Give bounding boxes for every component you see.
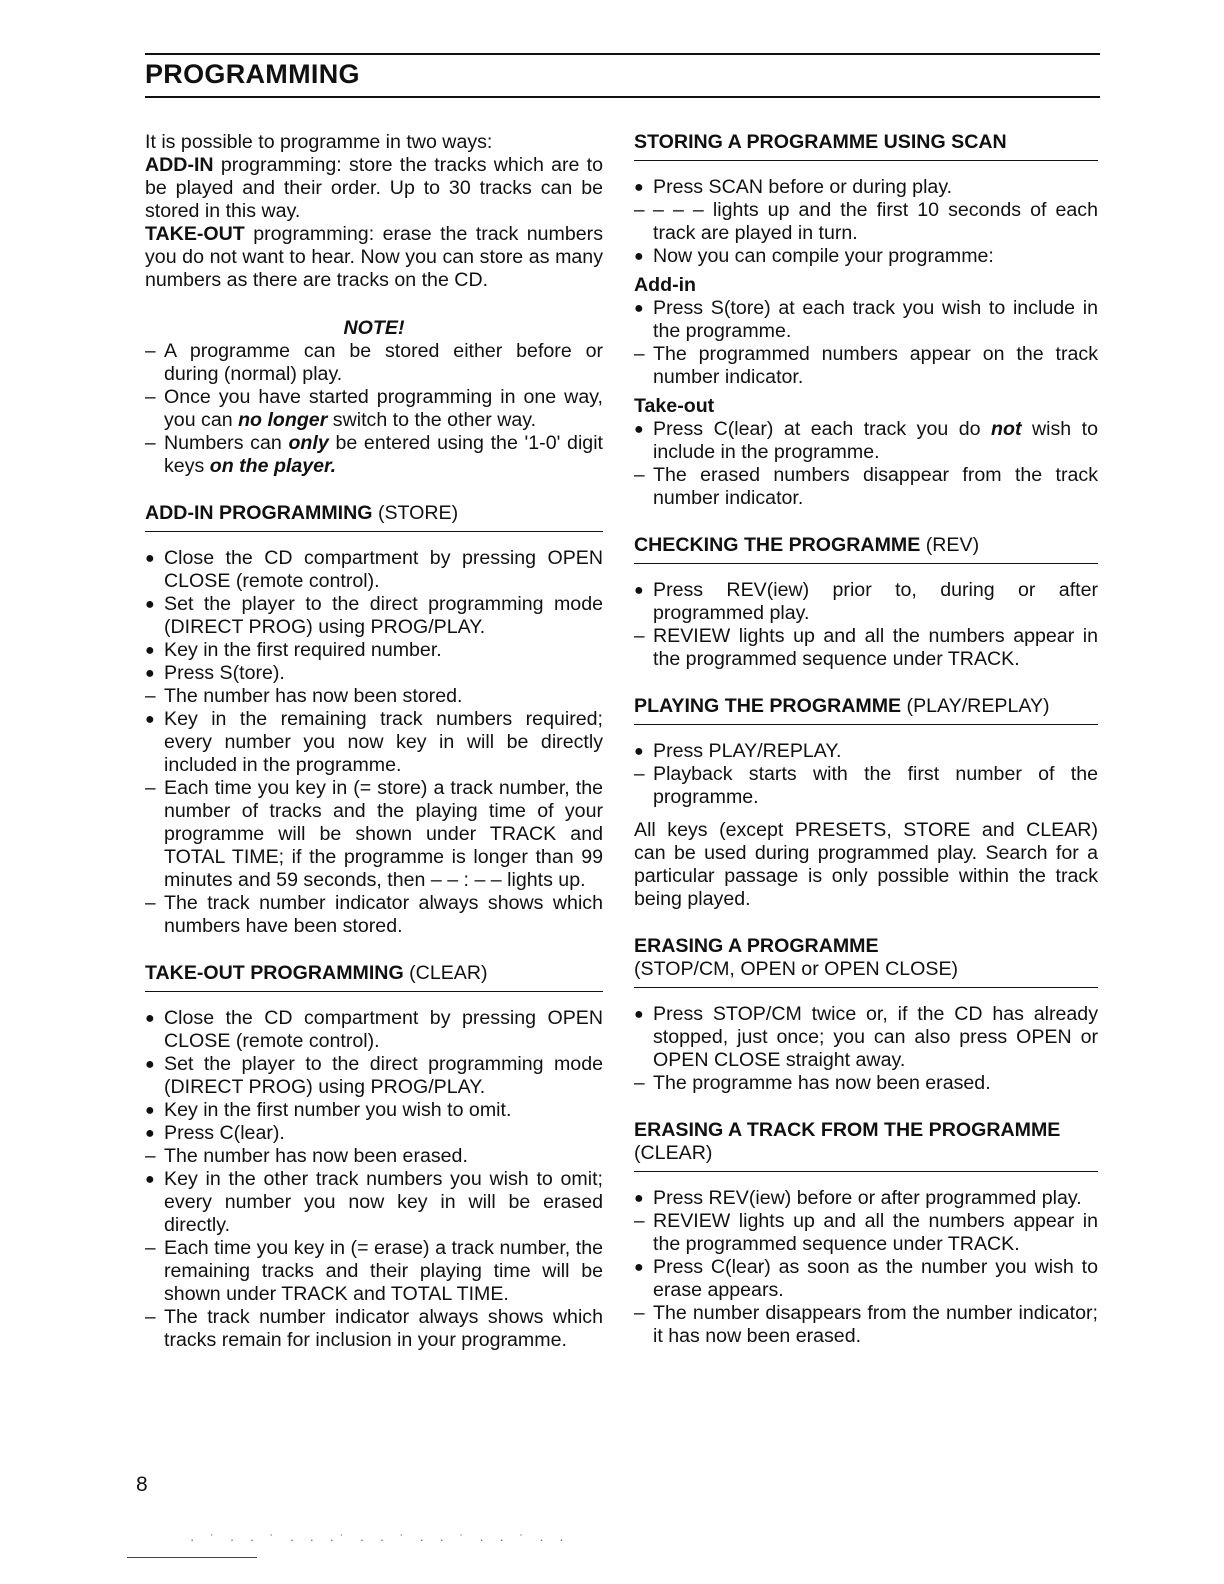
bullet-icon: ●: [145, 665, 155, 682]
heading-text: ERASING A PROGRAMME: [634, 935, 879, 957]
heading-text: CHECKING THE PROGRAMME: [634, 534, 921, 556]
item-emphasis: not: [991, 418, 1022, 440]
list-item: [634, 1302, 1098, 1348]
section-heading-addin: [145, 502, 603, 532]
dash-marker: –: [145, 341, 156, 362]
item-text: The number disappears from the number indicator; it has now been erased.: [653, 1302, 1098, 1347]
dash-marker: –: [634, 344, 645, 365]
page-title: PROGRAMMING: [145, 59, 360, 89]
item-text: wish to include in the programme.: [653, 418, 1098, 463]
scan-steps: [634, 176, 1098, 268]
bullet-icon: ●: [145, 1125, 155, 1142]
bullet-icon: ●: [634, 1259, 644, 1276]
title-rule: [145, 96, 1100, 98]
list-item: [634, 1256, 1098, 1302]
bullet-icon: ●: [145, 596, 155, 613]
note-item: [145, 432, 603, 478]
takeout-subheading: Take-out: [634, 395, 715, 417]
bullet-icon: ●: [145, 1010, 155, 1027]
item-text: Key in the remaining track numbers required; every number you now key in will be directly included in the programme.: [164, 708, 603, 776]
item-text: The programmed numbers appear on the track number indicator.: [653, 343, 1098, 388]
item-text: Press REV(iew) prior to, during or after programmed play.: [653, 579, 1098, 624]
list-item: [145, 777, 603, 892]
list-item: [634, 579, 1098, 625]
item-text: Set the player to the direct programming mode (DIRECT PROG) using PROG/PLAY.: [164, 1053, 603, 1098]
erase-steps: [634, 1003, 1098, 1095]
takeout-label: TAKE-OUT: [145, 223, 245, 245]
heading-tag: (REV): [925, 534, 980, 556]
list-item: [145, 708, 603, 777]
section-heading-scan: [634, 131, 1098, 161]
list-item: [145, 1007, 603, 1053]
bullet-icon: ●: [145, 1056, 155, 1073]
section-heading-check: [634, 534, 1098, 564]
item-text: Key in the first number you wish to omit.: [164, 1099, 512, 1121]
section-heading-play: [634, 695, 1098, 725]
note-emphasis: only: [288, 432, 329, 454]
item-text: The number has now been stored.: [164, 685, 463, 707]
item-text: Each time you key in (= erase) a track number, the remaining tracks and their playing time will be shown under TRACK and TOTAL TIME.: [164, 1237, 603, 1305]
bullet-icon: ●: [634, 300, 644, 317]
addin-subheading: Add-in: [634, 274, 697, 296]
list-item: [634, 245, 1098, 268]
addin-steps: [145, 547, 603, 938]
list-item: [145, 1237, 603, 1306]
addin-description: [145, 154, 603, 223]
list-item: [634, 763, 1098, 809]
list-item: [634, 1072, 1098, 1095]
section-heading-erase-track: [634, 1119, 1098, 1172]
item-text: The erased numbers disappear from the track number indicator.: [653, 464, 1098, 509]
note-item: [145, 386, 603, 432]
note-emphasis: on the player.: [209, 455, 337, 477]
item-text: Each time you key in (= store) a track number, the number of tracks and the playing time of your programme will be shown under TRACK and TOTAL TIME; if the programme is longer than 99 minutes and 59 seconds, then – – : – – lights up.: [164, 777, 603, 891]
note-text: switch to the other way.: [327, 409, 537, 431]
list-item: [145, 639, 603, 662]
list-item: [634, 297, 1098, 343]
list-item: [634, 464, 1098, 510]
dash-marker: –: [634, 1073, 645, 1094]
scan-speckle: · ˙ · · ˙ · · ·˙ · · ˙ · · ˙ · · ˙ · ·: [190, 1532, 570, 1547]
dash-marker: –: [145, 893, 156, 914]
list-item: [634, 418, 1098, 464]
item-text: Press C(lear) at each track you do: [653, 418, 992, 440]
dash-marker: –: [145, 778, 156, 799]
item-text: Key in the other track numbers you wish to omit; every number you now key in will be erased directly.: [164, 1168, 603, 1236]
list-item: [145, 1122, 603, 1145]
item-text: Close the CD compartment by pressing OPEN CLOSE (remote control).: [164, 1007, 603, 1052]
takeout-text: programming: erase the track numbers you do not want to hear. Now you can store as many numbers as there are tracks on the CD.: [145, 223, 603, 291]
list-item: [634, 1210, 1098, 1256]
item-text: The programme has now been erased.: [653, 1072, 991, 1094]
bullet-icon: ●: [634, 743, 644, 760]
item-text: Playback starts with the first number of the programme.: [653, 763, 1098, 808]
list-item: [145, 593, 603, 639]
heading-text: ERASING A TRACK FROM THE PROGRAMME: [634, 1119, 1061, 1141]
dash-marker: –: [145, 387, 156, 408]
item-text: – – – lights up and the first 10 seconds of each track are played in turn.: [653, 199, 1098, 244]
bullet-icon: ●: [145, 642, 155, 659]
heading-text: ADD-IN PROGRAMMING: [145, 502, 373, 524]
bullet-icon: ●: [634, 248, 644, 265]
note-list: [145, 340, 603, 478]
list-item: [145, 1053, 603, 1099]
heading-tag: (CLEAR): [634, 1142, 713, 1164]
note-emphasis: no longer: [238, 409, 328, 431]
list-item: [145, 1168, 603, 1237]
bullet-icon: ●: [634, 179, 644, 196]
item-text: The number has now been erased.: [164, 1145, 468, 1167]
item-text: The track number indicator always shows which tracks remain for inclusion in your programme.: [164, 1306, 603, 1351]
takeout-description: [145, 223, 603, 292]
item-text: Press STOP/CM twice or, if the CD has already stopped, just once; you can also press OPEN or OPEN CLOSE straight away.: [653, 1003, 1098, 1071]
right-column: [634, 131, 1098, 1348]
note-item: [145, 340, 603, 386]
left-column: [145, 131, 603, 1352]
list-item: [145, 1099, 603, 1122]
list-item: [145, 547, 603, 593]
item-text: Press S(tore) at each track you wish to include in the programme.: [653, 297, 1098, 342]
bullet-icon: ●: [145, 1171, 155, 1188]
list-item: [634, 176, 1098, 199]
addin-text: programming: store the tracks which are to be played and their order. Up to 30 tracks can be stored in this way.: [145, 154, 603, 222]
dash-marker: –: [634, 626, 645, 647]
intro-text: It is possible to programme in two ways:: [145, 131, 493, 153]
section-heading-takeout: [145, 962, 603, 992]
list-item: [145, 1145, 603, 1168]
note-text: be entered using the '1-0' digit keys: [164, 432, 603, 477]
note-text: A programme can be stored either before or during (normal) play.: [164, 340, 603, 385]
addin-label: ADD-IN: [145, 154, 214, 176]
dash-marker: –: [145, 1146, 156, 1167]
note-text: Once you have started programming in one way, you can: [164, 386, 603, 431]
play-paragraph: All keys (except PRESETS, STORE and CLEAR) can be used during programmed play. Search for a particular passage is only possible within the track being played.: [634, 819, 1098, 910]
bullet-icon: ●: [634, 1006, 644, 1023]
heading-text: PLAYING THE PROGRAMME: [634, 695, 902, 717]
heading-tag: (STORE): [377, 502, 459, 524]
heading-text: STORING A PROGRAMME USING SCAN: [634, 131, 1007, 153]
scan-addin-steps: [634, 297, 1098, 389]
dash-marker: –: [145, 686, 156, 707]
scan-takeout-steps: [634, 418, 1098, 510]
dash-marker: –: [634, 465, 645, 486]
dash-marker: –: [634, 200, 645, 221]
list-item: [634, 1187, 1098, 1210]
section-heading-erase: [634, 935, 1098, 988]
takeout-steps: [145, 1007, 603, 1352]
bullet-icon: ●: [145, 550, 155, 567]
list-item: [145, 662, 603, 685]
list-item: [634, 1003, 1098, 1072]
bullet-icon: ●: [634, 582, 644, 599]
note-text: Numbers can: [164, 432, 289, 454]
item-text: REVIEW lights up and all the numbers appear in the programmed sequence under TRACK.: [653, 1210, 1098, 1255]
list-item: [145, 685, 603, 708]
heading-tag: (PLAY/REPLAY): [906, 695, 1050, 717]
note-title: NOTE!: [343, 317, 405, 339]
bullet-icon: ●: [634, 421, 644, 438]
dash-marker: –: [145, 1307, 156, 1328]
list-item: [634, 199, 1098, 245]
item-text: Press S(tore).: [164, 662, 285, 684]
list-item: [634, 625, 1098, 671]
dash-marker: –: [145, 1238, 156, 1259]
list-item: [634, 343, 1098, 389]
item-text: Set the player to the direct programming mode (DIRECT PROG) using PROG/PLAY.: [164, 593, 603, 638]
list-item: [145, 892, 603, 938]
top-rule: [145, 53, 1100, 55]
item-text: Press REV(iew) before or after programmed play.: [653, 1187, 1082, 1209]
check-steps: [634, 579, 1098, 671]
bullet-icon: ●: [145, 711, 155, 728]
dash-marker: –: [145, 433, 156, 454]
item-text: Press SCAN before or during play.: [653, 176, 953, 198]
bullet-icon: ●: [145, 1102, 155, 1119]
list-item: [145, 1306, 603, 1352]
item-text: Key in the first required number.: [164, 639, 442, 661]
heading-tag: (STOP/CM, OPEN or OPEN CLOSE): [634, 958, 959, 980]
item-text: The track number indicator always shows which numbers have been stored.: [164, 892, 603, 937]
dash-marker: –: [634, 1211, 645, 1232]
item-text: Close the CD compartment by pressing OPEN CLOSE (remote control).: [164, 547, 603, 592]
item-text: Now you can compile your programme:: [653, 245, 994, 267]
item-text: Press PLAY/REPLAY.: [653, 740, 842, 762]
heading-text: TAKE-OUT PROGRAMMING: [145, 962, 404, 984]
item-text: Press C(lear) as soon as the number you wish to erase appears.: [653, 1256, 1098, 1301]
page-number: 8: [136, 1473, 148, 1496]
dash-marker: –: [634, 764, 645, 785]
item-text: Press C(lear).: [164, 1122, 285, 1144]
item-text: REVIEW lights up and all the numbers appear in the programmed sequence under TRACK.: [653, 625, 1098, 670]
list-item: [634, 740, 1098, 763]
heading-tag: (CLEAR): [409, 962, 488, 984]
bullet-icon: ●: [634, 1190, 644, 1207]
erase-track-steps: [634, 1187, 1098, 1348]
dash-marker: –: [634, 1303, 645, 1324]
play-steps: [634, 740, 1098, 809]
